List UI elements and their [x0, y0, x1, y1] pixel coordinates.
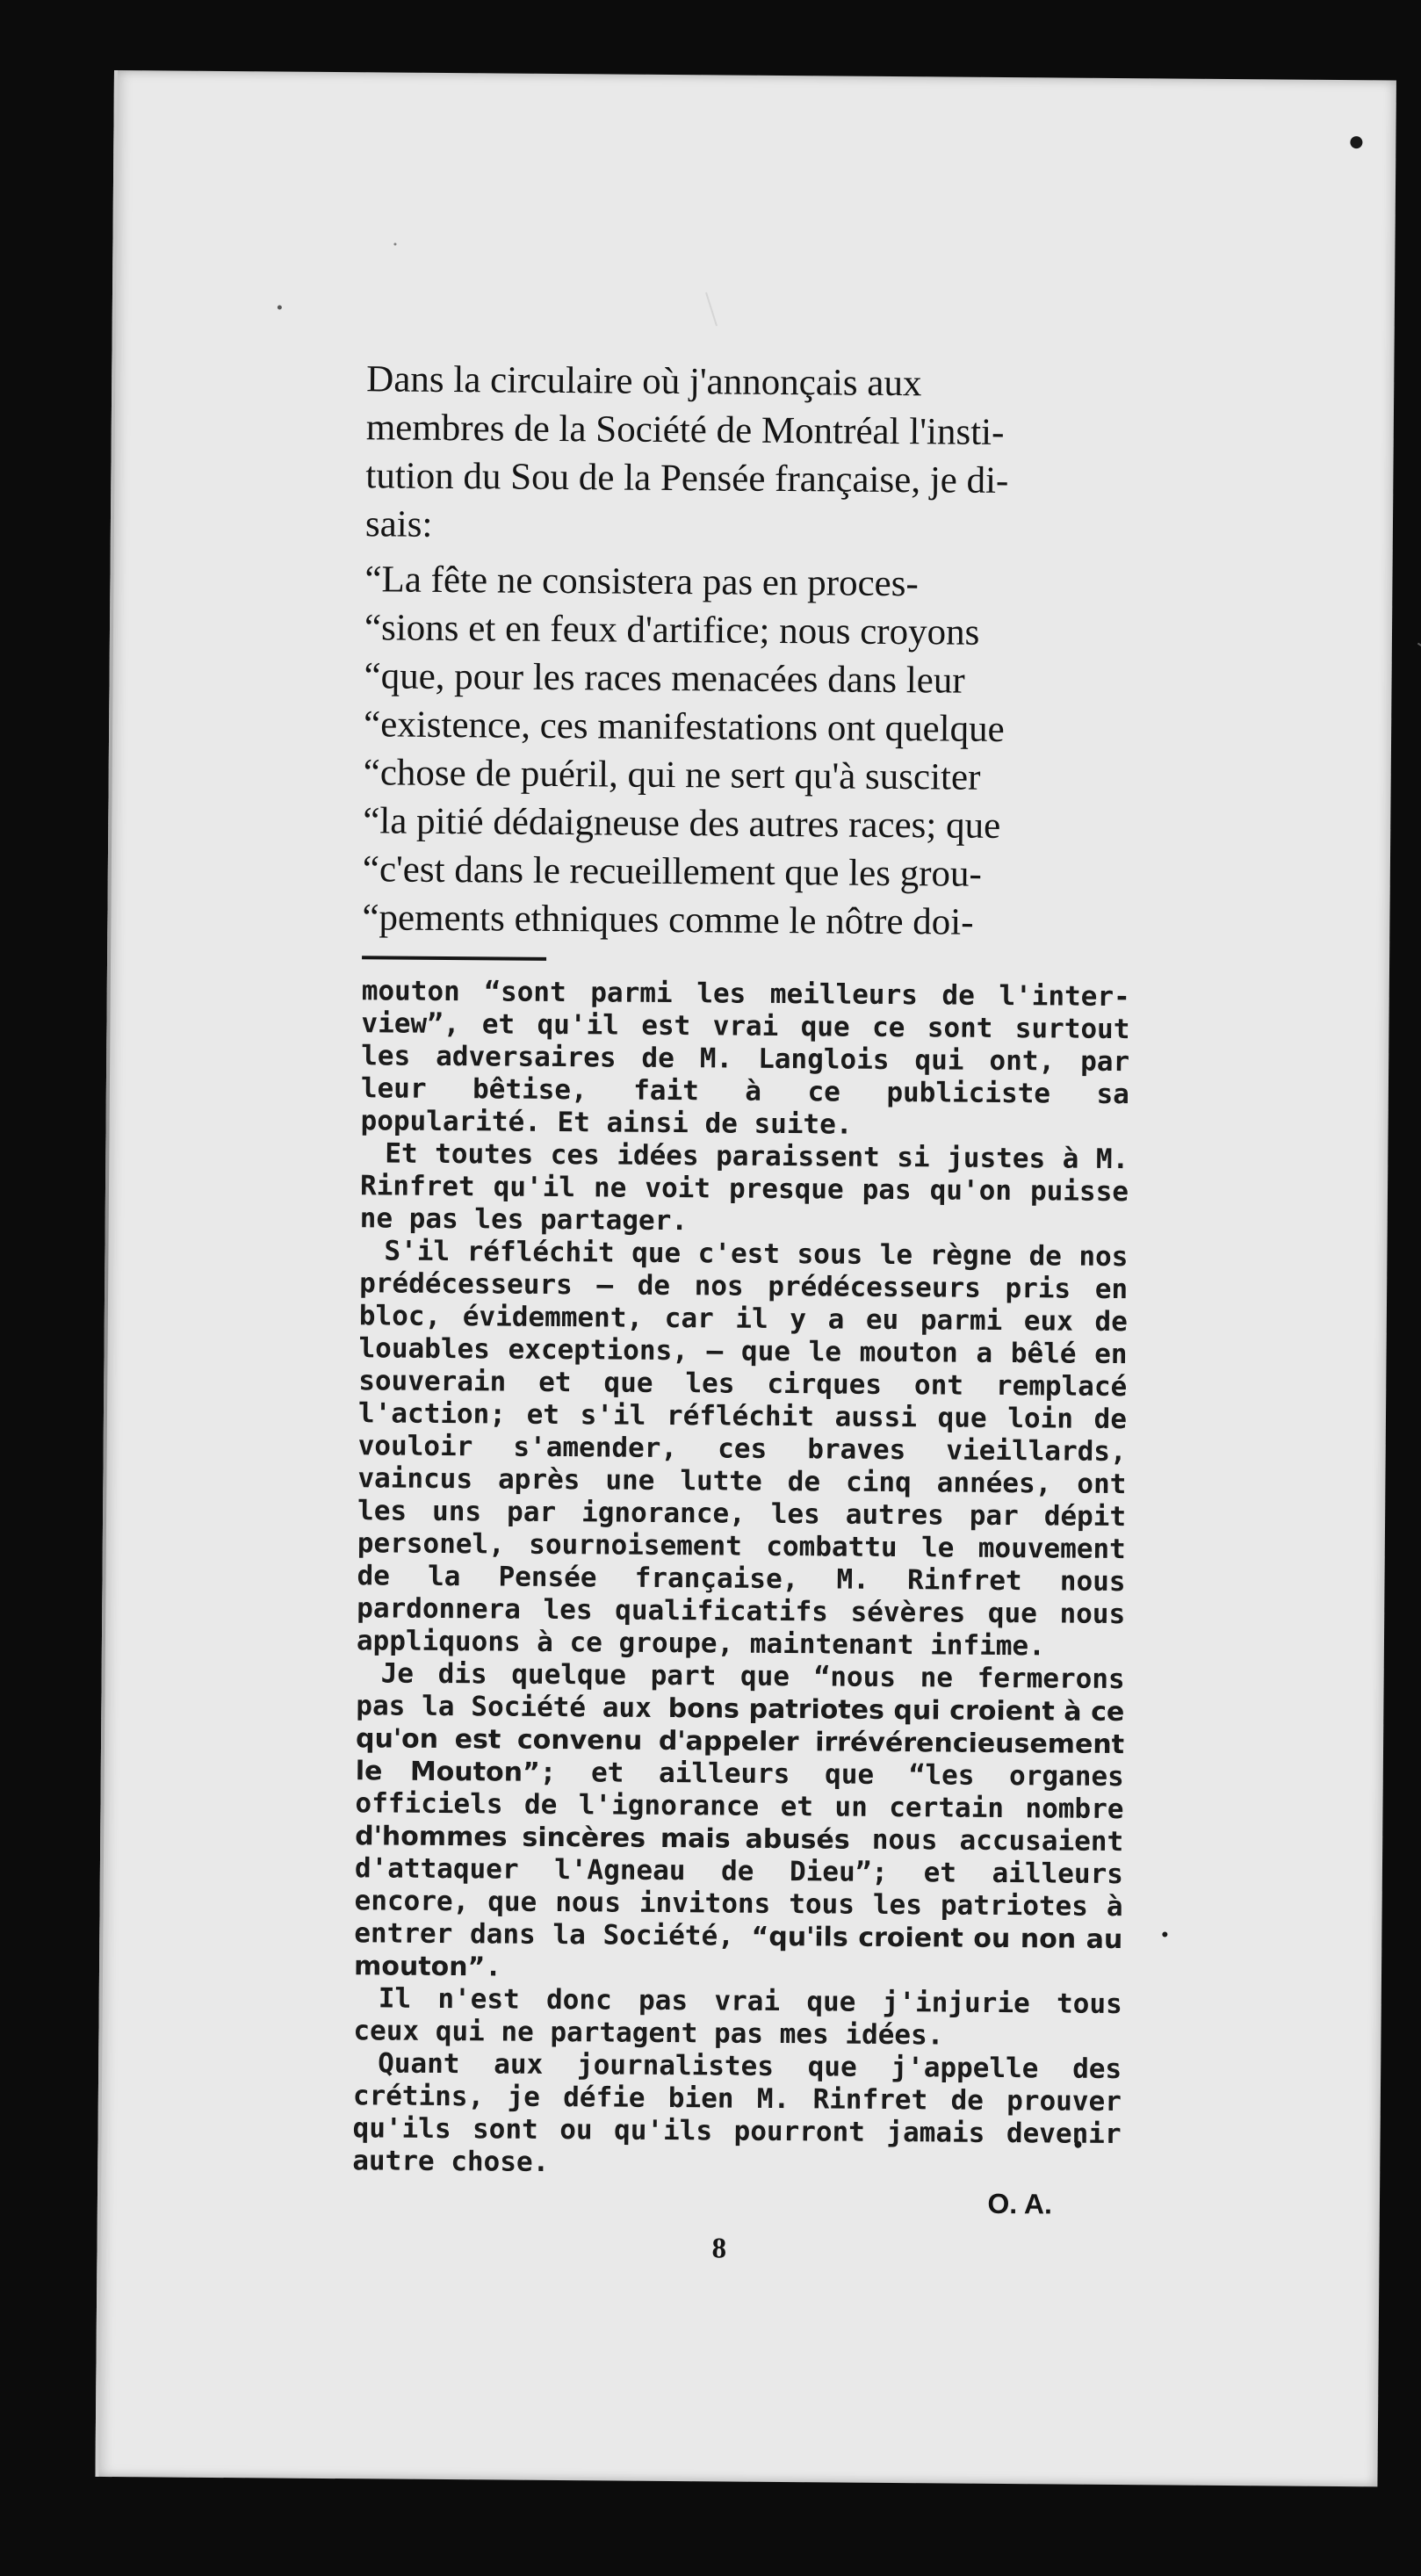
- footnote-rule: [362, 956, 546, 961]
- text-run: ; et ailleurs que “les organes officiels de l'ignorance et un certain nombre: [355, 1756, 1124, 1826]
- footnote-paragraph: Il n'est donc pas vrai que j'injurie tous ceux qui ne partagent pas mes idées.: [353, 1982, 1122, 2052]
- footnote-paragraph: [354, 1657, 1125, 1988]
- page-binding-edge: [95, 70, 118, 2477]
- footnote-paragraph: mouton “sont parmi les meilleurs de l'inter-view”, et qu'il est vrai que ce sont surtout les adversaires de M. Langlois qui ont, par leur bêtise, fait à ce publiciste sa popularité. Et ainsi de suite.: [360, 975, 1130, 1141]
- page-number: 8: [711, 2233, 727, 2265]
- ink-speck: [393, 243, 396, 246]
- intro-line: Dans la circulaire où j'annonçais aux: [366, 358, 922, 405]
- signature-row: [352, 2183, 1121, 2265]
- text-run: Je dis quelque part que “nous ne fermerons pas la Société aux: [356, 1657, 1125, 1725]
- paper-scratch: [1417, 643, 1421, 678]
- ink-speck: [1350, 136, 1362, 148]
- quote-line: “pements ethniques comme le nôtre doi-: [362, 897, 974, 943]
- scanned-page: [95, 70, 1396, 2486]
- emphasized-text: “qu'ils croient ou non au mouton”: [353, 1921, 1123, 1983]
- intro-line: membres de la Société de Montréal l'insti-: [365, 407, 1005, 453]
- quoted-circular: [362, 555, 1133, 948]
- document-body: [352, 355, 1136, 2265]
- quote-line: “c'est dans le recueillement que les grou-: [362, 848, 983, 895]
- emphasized-text: bons patriotes qui croient à ce qu'on est convenu d'appeler irrévérencieusement le Mouton”: [355, 1693, 1125, 1788]
- intro-line: sais:: [364, 503, 433, 545]
- footnote-paragraph: Quant aux journalistes que j'appelle des crétins, je défie bien M. Rinfret de prouver qu'ils sont ou qu'ils pourront jamais devenir autre chose.: [352, 2047, 1122, 2178]
- emphasized-text: d'hommes sincères mais abusés: [355, 1821, 850, 1856]
- text-run: nous accusaient d'attaquer l'Agneau de Dieu”; et ailleurs encore, que nous invitons tous les patriotes à entrer dans la Société,: [354, 1823, 1124, 1952]
- ink-speck: [278, 305, 282, 309]
- ink-speck: [1162, 1931, 1167, 1937]
- intro-line: tution du Sou de la Pensée française, je di-: [365, 455, 1009, 502]
- text-run: .: [485, 1951, 502, 1983]
- quote-line: “existence, ces manifestations ont quelque: [363, 704, 1005, 750]
- quote-line: “sions et en feux d'artifice; nous croyons: [364, 607, 980, 653]
- paper-scratch: [705, 292, 718, 327]
- quote-line: “la pitié dédaigneuse des autres races; que: [363, 800, 1001, 847]
- quote-line: “La fête ne consistera pas en proces-: [364, 559, 919, 605]
- footnote-paragraph: Et toutes ces idées paraissent si justes à M. Rinfret qu'il ne voit presque pas qu'on puisse ne pas les partager.: [359, 1137, 1129, 1237]
- footnote-paragraph: S'il réfléchit que c'est sous le règne de nos prédécesseurs — de nos prédécesseurs pris en bloc, évidemment, car il y a eu parmi eux de louables exceptions, — que le mouton a bêlé en souverain et que les cirques ont remplacé l'action; et s'il réfléchit aussi que loin de vouloir s'amender, ces braves vieillards, vaincus après une lutte de cinq années, ont les uns par ignorance, les autres par dépit personel, sournoisement combattu le mouvement de la Pensée française, M. Rinfret nous pardonnera les qualificatifs sévères que nous appliquons à ce groupe, maintenant infime.: [356, 1235, 1129, 1663]
- quote-line: “chose de puéril, qui ne sert qu'à susciter: [363, 752, 981, 798]
- intro-paragraph: [365, 355, 1136, 554]
- footnote-column: [352, 975, 1130, 2183]
- signature: O. A.: [987, 2187, 1053, 2220]
- quote-line: “que, pour les races menacées dans leur: [364, 655, 965, 702]
